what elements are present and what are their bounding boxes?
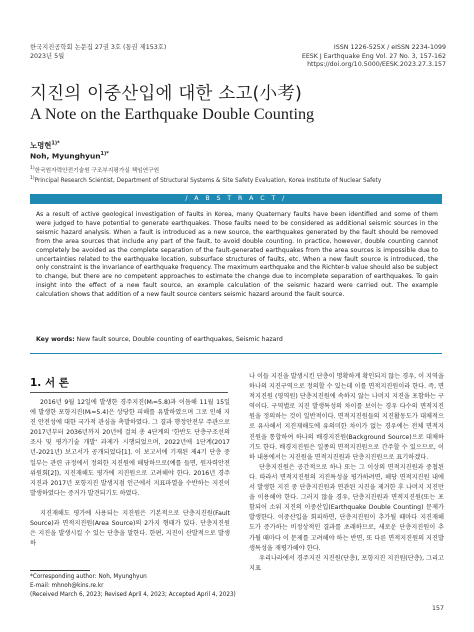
affiliation-text-en: Principal Research Scientist, Department of Structural Systems & Site Safety Evaluation, Korea Institute of Nuclear Safety <box>34 177 382 184</box>
abstract-banner: / A B S T R A C T / <box>30 194 442 204</box>
paragraph: 나 이들 지진을 발생시킨 단층이 명확하게 확인되지 않는 경우, 이 지역을 하나의 지진구역으로 정의할 수 있는데 이를 면적지진원이라 한다. 즉, 면적지진원 (영역원) 단층지진원에 속하지 않는 나머지 지진을 포함하는 구역이다. 구역별로 지진 발생특성의 차이를 보이는 경우 다수의 면적지진원을 정의하는 것이 일반적이다. 면적지진원들의 지진활동도가 대체적으로 유사해서 지진재해도에 유의미한 차이가 없는 경우에는 전체 면적지진원을 통합하여 하나의 배경지진원(Background Source)으로 대체하기도 한다. 배경지진원은 일종의 면적지진원으로 간주할 수 있으므로, 이하 내용에서는 지진원을 면적지진원과 단층지진원으로 표기하겠다. <box>249 373 444 461</box>
paragraph: 지진재해도 평가에 사용되는 지진원은 기본적으로 단층지진원(Fault Source)과 면적지진원(Area Source)의 2가지 형태가 있다. 단층지진원은 지진을 발생시킬 수 있는 단층을 말한다. 한편, 지진이 산발적으로 발생하 <box>30 509 230 548</box>
issn: ISSN 1226-525X / eISSN 2234-1099 <box>333 44 446 51</box>
author-mark-ko: 1)* <box>51 140 60 147</box>
keywords-list: New fault source, Double counting of earthquakes, Seismic hazard <box>76 336 283 343</box>
journal-header-right <box>302 44 446 70</box>
body-right-column <box>249 372 444 574</box>
keywords <box>36 336 283 343</box>
paragraph: 우리나라에서 경주지진 지진원(단층), 포항지진 지진원(단층), 그리고 지표 <box>249 554 444 572</box>
affiliation-text-ko: 한국원자력안전기술원 구조부지평가실 책임연구원 <box>34 168 160 174</box>
abstract-bottom-rule <box>30 353 442 354</box>
journal-name-ko: 한국지진공학회 논문집 27권 3호 (통권 제153호) <box>30 44 167 51</box>
author-name-ko: 노명현 <box>30 141 52 150</box>
abstract-text: As a result of active geological investigation of faults in Korea, many Quaternary faults have been identified and some of them were judged to have potential to generate earthquakes. Those faults need to be considered as additional seismic sources in the seismic hazard analysis. When a fault is introduced as a new source, the earthquakes generated by the fault should be removed from the area sources that include any part of the fault, to avoid double counting. In practice, however, double counting cannot completely be avoided as the complete separation of the fault-generated earthquakes from the area sources is impossible due to uncertainties related to the earthquake location, subsurface structures of faults, etc. When a new fault source is introduced, the only constraint is the invariance of earthquake frequency. The maximum earthquake and the Richter-b value should also be subject to change, but there are no competent approaches to estimate the change due to incomplete separation of earthquakes. To gain insight into the effect of a new fault source, an example calculation of the seismic hazard were carried out. The example calculation shows that addition of a new fault source centers seismic hazard around the fault source. <box>36 211 438 299</box>
paragraph: 단층지진원은 공간적으로 하나 또는 그 이상의 면적지진원과 중첩된다. 따라서 면적지진원의 지진특성을 평가하려면, 해당 면적지진원 내에서 발생한 지진 중 단층지진원과 연관된 지진을 제거한 후 나머지 지진만을 이용해야 한다. 그러지 않을 경우, 단층지진원과 면적지진원(또는 포함되어 소위 지진의 이중산입(Earthquake Double Counting) 문제가 발생한다. 이중산입을 회피하면, 단층지진원이 추가될 때마다 지진재해도가 증가하는 비정상적인 결과를 초래하므로, 새로운 단층지진원이 추가될 때마다 이 문제를 고려해야 하는 반면, 또 다른 면적지진원의 지진발생특성을 재평가해야 한다. <box>249 463 444 552</box>
paragraph: 2016년 9월 12일에 발생한 경주지진(Mₗ=5.8)과 이듬해 11월 15일에 발생한 포항지진(Mₗ=5.4)은 상당한 피해를 유발하였으며 그로 인해 지진 안전성에 대한 국가적 관심을 촉발하였다. 그 결과 행정안전부 주관으로 2017년부터 2036년까지 20년에 걸쳐 총 4단계의 '한반도 단층구조선의 조사 및 평가기술 개발' 과제가 시행되었으며, 2022년에 1단계(2017년-2021년) 보고서가 공개되었다[1]. 이 보고서에 기재된 제4기 단층 중 일부는 관련 규정에서 정의한 지진원에 해당하므로(예를 들면, 원자력안전위원회[2]), 지진재해도 평가에 지진원으로 고려해야 한다. 2016년 경주지진과 2017년 포항지진 발생지점 인근에서 지표파열을 수반하는 지진이 발생하였다는 증거가 발견되기도 하였다. <box>30 399 230 497</box>
received-dates: (Received March 6, 2023; Revised April 4, 2023; Accepted April 4, 2023) <box>30 592 236 598</box>
journal-name-en: EESK J Earthquake Eng Vol. 27 No. 3, 157-162 <box>301 52 446 60</box>
section-rule <box>30 392 228 393</box>
title-english: A Note on the Earthquake Double Counting <box>30 105 315 123</box>
footnote-rule <box>30 570 90 571</box>
body-left-column <box>30 398 230 549</box>
author-korean <box>30 140 60 151</box>
journal-header-left <box>30 44 166 61</box>
author-mark-en: 1)* <box>100 151 109 157</box>
page-number: 157 <box>431 605 444 612</box>
author-email[interactable]: E-mail: mhnoh@kins.re.kr <box>30 583 104 589</box>
author-name-en: Noh, Myunghyun <box>30 151 101 161</box>
corresponding-author: *Corresponding author: Noh, Myunghyun <box>30 574 147 580</box>
section-heading-intro: 1. 서 론 <box>30 377 69 389</box>
affiliation-english <box>30 176 381 184</box>
affiliation-mark-ko: 1) <box>30 166 35 172</box>
affiliation-mark-en: 1) <box>30 176 35 181</box>
affiliation-korean <box>30 165 159 174</box>
issue-date: 2023년 5월 <box>30 52 65 60</box>
author-english <box>30 151 109 160</box>
doi-link[interactable]: https://doi.org/10.5000/EESK.2023.27.3.157 <box>307 61 446 69</box>
title-korean: 지진의 이중산입에 대한 소고(小考) <box>30 84 303 104</box>
keywords-label: Key words: <box>36 336 75 343</box>
